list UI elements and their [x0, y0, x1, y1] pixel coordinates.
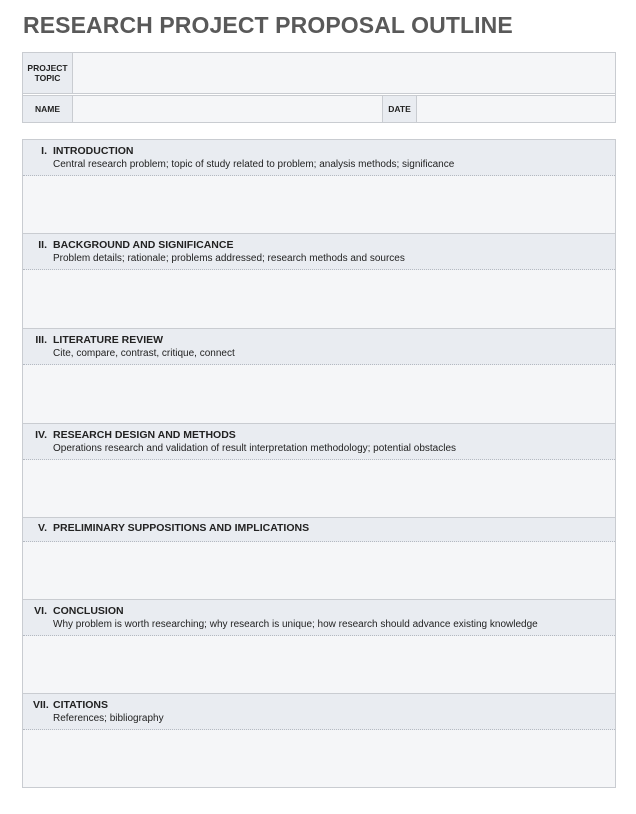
- section-header-conclusion: [23, 599, 615, 636]
- project-topic-label: PROJECT TOPIC: [23, 53, 73, 93]
- project-topic-row: [23, 53, 615, 94]
- section-number: V.: [38, 522, 47, 534]
- section-header-research-design: [23, 423, 615, 460]
- section-header-background: [23, 233, 615, 270]
- section-title: BACKGROUND AND SIGNIFICANCE: [53, 239, 234, 251]
- section-body-literature-review[interactable]: [23, 365, 615, 423]
- date-label: DATE: [383, 96, 417, 122]
- section-number: II.: [38, 239, 47, 251]
- section-title: CONCLUSION: [53, 605, 124, 617]
- page-title: RESEARCH PROJECT PROPOSAL OUTLINE: [23, 12, 513, 38]
- name-field[interactable]: [73, 96, 383, 122]
- section-header-literature-review: [23, 328, 615, 365]
- section-body-research-design[interactable]: [23, 460, 615, 517]
- section-title: LITERATURE REVIEW: [53, 334, 164, 346]
- section-description: Cite, compare, contrast, critique, connect: [53, 348, 235, 359]
- section-description: Central research problem; topic of study related to problem; analysis methods; significance: [53, 159, 455, 170]
- section-title: CITATIONS: [53, 699, 109, 711]
- section-body-introduction[interactable]: [23, 176, 615, 233]
- section-body-background[interactable]: [23, 270, 615, 328]
- header-table: [22, 52, 616, 123]
- section-number: VI.: [34, 605, 47, 617]
- section-description: Problem details; rationale; problems addressed; research methods and sources: [53, 253, 405, 264]
- section-number: I.: [41, 145, 47, 157]
- name-date-row: [23, 95, 615, 122]
- section-description: Why problem is worth researching; why research is unique; how research should advance existing knowledge: [53, 619, 538, 630]
- section-header-suppositions: [23, 517, 615, 542]
- section-title: RESEARCH DESIGN AND METHODS: [53, 429, 236, 441]
- section-title: PRELIMINARY SUPPOSITIONS AND IMPLICATIONS: [53, 522, 310, 534]
- date-field[interactable]: [417, 96, 615, 122]
- section-header-citations: [23, 693, 615, 730]
- outline-sections: [22, 139, 616, 788]
- section-body-suppositions[interactable]: [23, 542, 615, 599]
- section-header-introduction: [23, 140, 615, 176]
- section-body-citations[interactable]: [23, 730, 615, 787]
- section-description: Operations research and validation of result interpretation methodology; potential obstacles: [53, 443, 457, 454]
- name-label: NAME: [23, 96, 73, 122]
- section-description: References; bibliography: [53, 713, 164, 724]
- section-number: IV.: [35, 429, 47, 441]
- section-body-conclusion[interactable]: [23, 636, 615, 693]
- section-title: INTRODUCTION: [53, 145, 134, 157]
- project-topic-field[interactable]: [73, 53, 615, 93]
- section-number: III.: [35, 334, 47, 346]
- section-number: VII.: [33, 699, 49, 711]
